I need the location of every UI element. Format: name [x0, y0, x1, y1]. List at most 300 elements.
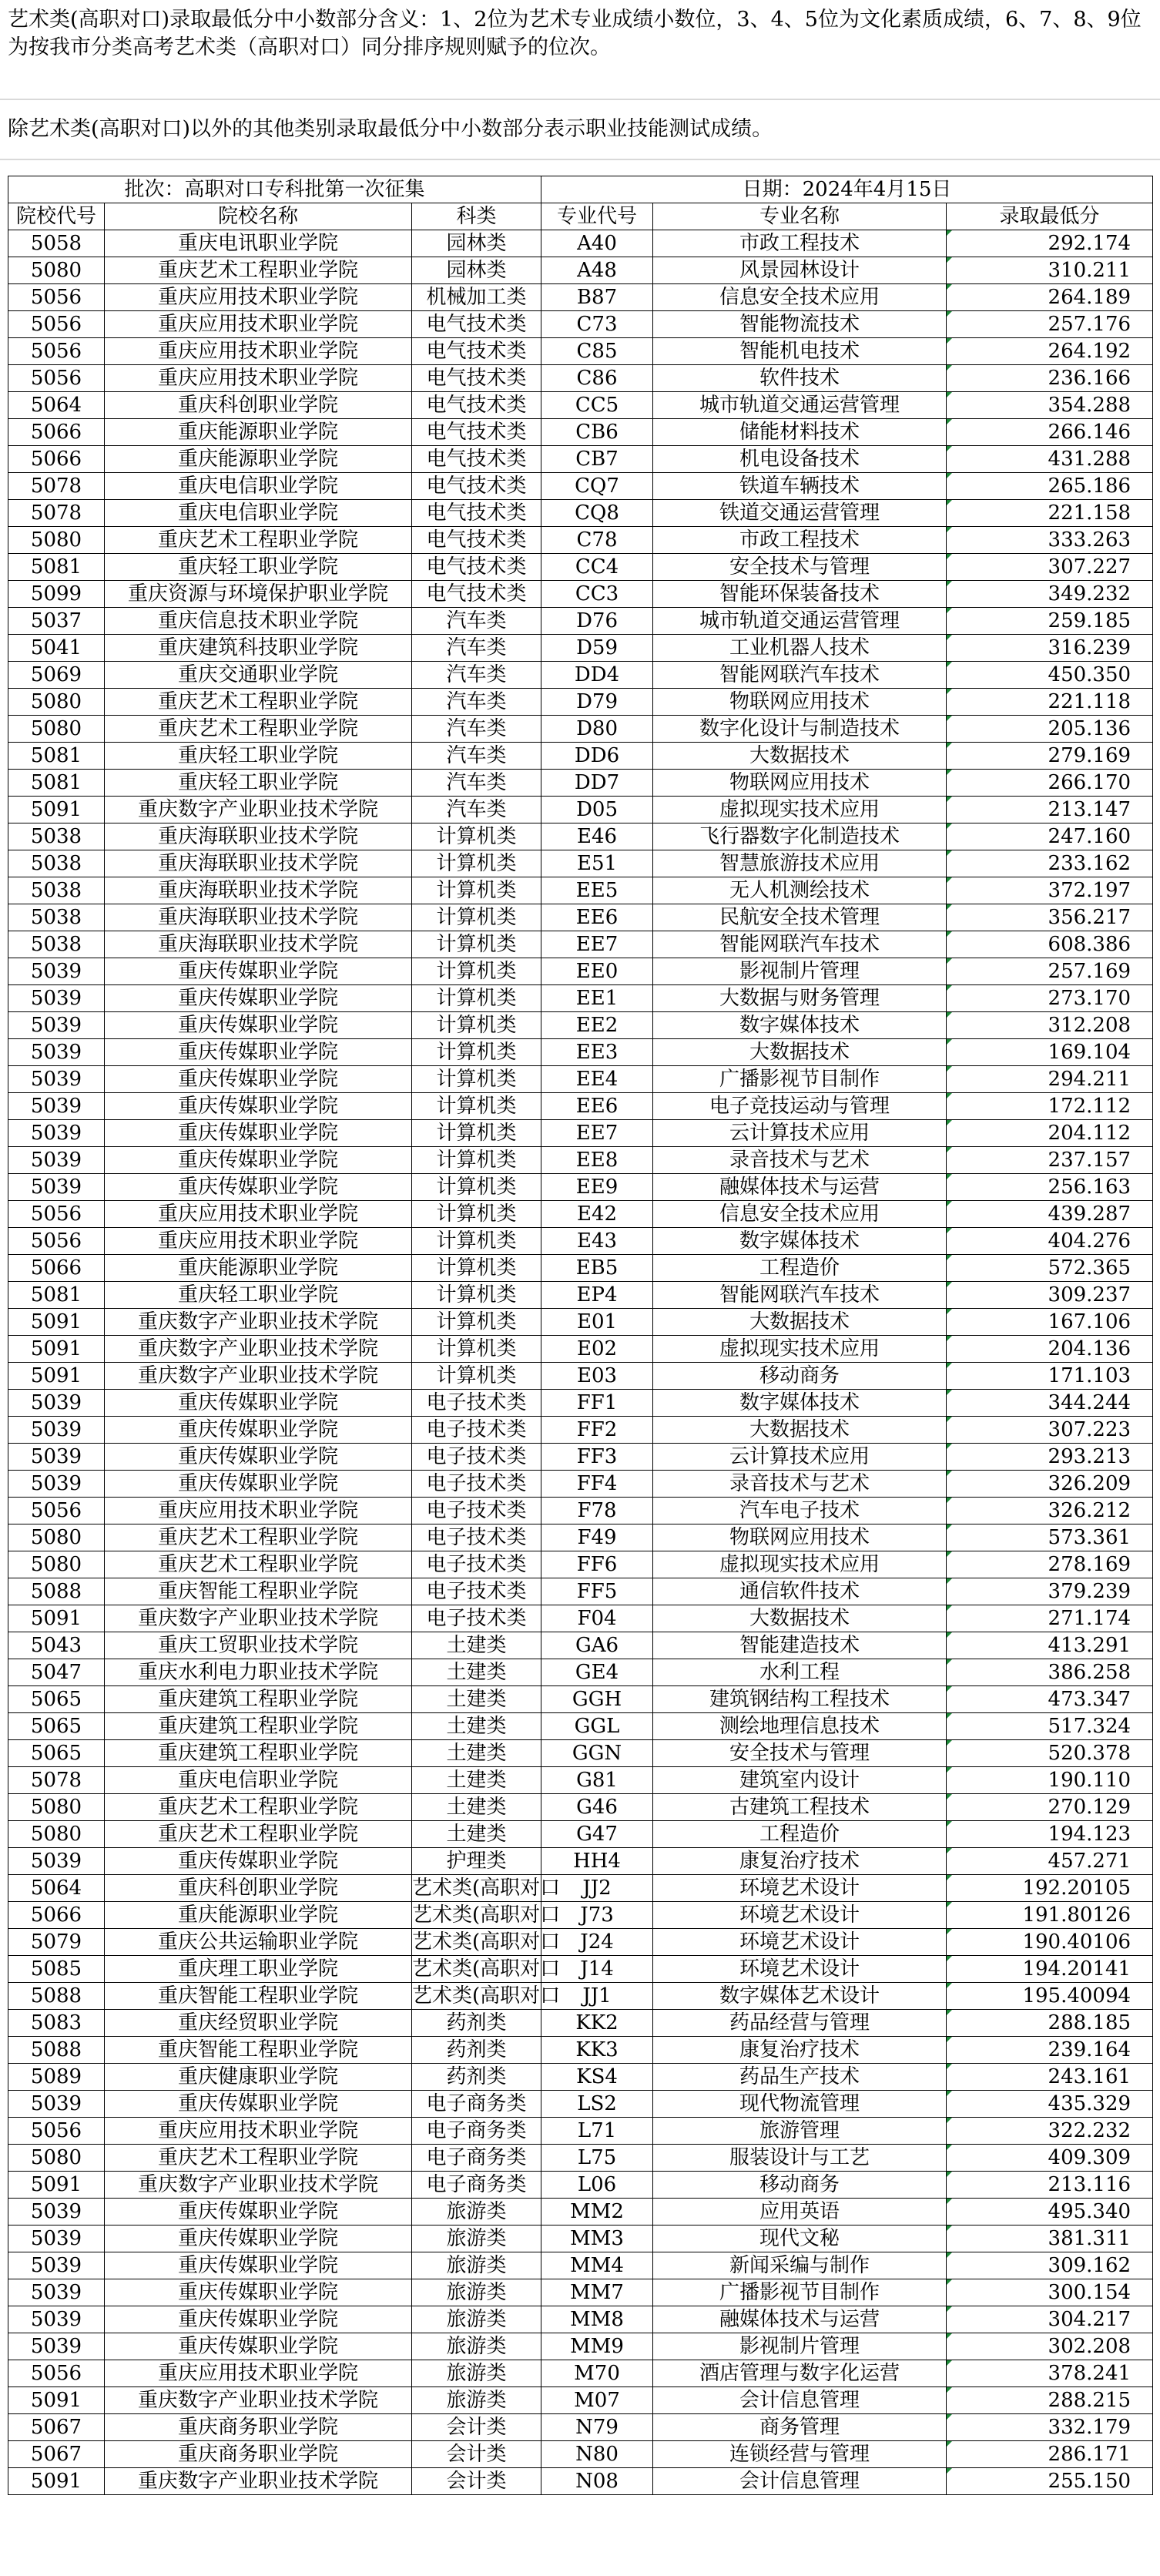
cell-min-score: 322.232 [947, 2118, 1153, 2145]
cell-school-name: 重庆轻工职业学院 [105, 743, 412, 770]
col-school-name: 院校名称 [105, 203, 412, 230]
table-row [8, 419, 1153, 446]
cell-school-code: 5058 [8, 230, 105, 257]
cell-school-code: 5039 [8, 2091, 105, 2118]
cell-category: 园林类 [412, 230, 541, 257]
col-major-code: 专业代号 [541, 203, 653, 230]
table-row [8, 1255, 1153, 1282]
cell-category: 旅游类 [412, 2306, 541, 2333]
col-school-code: 院校代号 [8, 203, 105, 230]
cell-min-score: 264.189 [947, 284, 1153, 311]
cell-school-name: 重庆电信职业学院 [105, 500, 412, 527]
cell-school-name: 重庆应用技术职业学院 [105, 1498, 412, 1524]
table-row [8, 1039, 1153, 1066]
cell-school-name: 重庆建筑工程职业学院 [105, 1740, 412, 1767]
table-row [8, 2091, 1153, 2118]
cell-min-score: 194.123 [947, 1821, 1153, 1848]
cell-major-code: EE7 [541, 931, 653, 958]
table-row [8, 2360, 1153, 2387]
cell-major-code: G81 [541, 1767, 653, 1794]
cell-major-name: 环境艺术设计 [653, 1875, 947, 1902]
cell-min-score: 309.162 [947, 2252, 1153, 2279]
cell-school-code: 5078 [8, 500, 105, 527]
cell-school-code: 5091 [8, 1309, 105, 1336]
table-row [8, 2145, 1153, 2172]
cell-min-score: 356.217 [947, 904, 1153, 931]
cell-major-code: J73 [541, 1902, 653, 1929]
cell-category: 计算机类 [412, 1363, 541, 1390]
cell-min-score: 608.386 [947, 931, 1153, 958]
table-row [8, 554, 1153, 581]
cell-school-code: 5085 [8, 1956, 105, 1983]
admission-table [8, 176, 1153, 2495]
cell-major-code: DD6 [541, 743, 653, 770]
cell-major-code: E42 [541, 1201, 653, 1228]
cell-major-code: F49 [541, 1524, 653, 1551]
cell-min-score: 257.169 [947, 958, 1153, 985]
cell-category: 会计类 [412, 2441, 541, 2468]
cell-major-name: 录音技术与艺术 [653, 1471, 947, 1498]
cell-major-code: FF2 [541, 1417, 653, 1444]
cell-school-code: 5039 [8, 2333, 105, 2360]
cell-school-name: 重庆海联职业技术学院 [105, 850, 412, 877]
cell-major-name: 云计算技术应用 [653, 1444, 947, 1471]
cell-school-name: 重庆传媒职业学院 [105, 1174, 412, 1201]
cell-school-code: 5066 [8, 1255, 105, 1282]
cell-category: 电气技术类 [412, 338, 541, 365]
cell-major-name: 铁道交通运营管理 [653, 500, 947, 527]
cell-major-code: HH4 [541, 1848, 653, 1875]
cell-category: 电子技术类 [412, 1390, 541, 1417]
cell-major-code: JJ2 [541, 1875, 653, 1902]
cell-school-name: 重庆艺术工程职业学院 [105, 2145, 412, 2172]
cell-major-name: 云计算技术应用 [653, 1120, 947, 1147]
cell-school-code: 5080 [8, 716, 105, 743]
cell-min-score: 270.129 [947, 1794, 1153, 1821]
cell-major-code: EE5 [541, 877, 653, 904]
table-row [8, 2279, 1153, 2306]
cell-category: 药剂类 [412, 2064, 541, 2091]
cell-major-name: 移动商务 [653, 2172, 947, 2199]
cell-min-score: 233.162 [947, 850, 1153, 877]
cell-min-score: 332.179 [947, 2414, 1153, 2441]
cell-major-code: E43 [541, 1228, 653, 1255]
cell-category: 会计类 [412, 2468, 541, 2495]
cell-school-code: 5056 [8, 2118, 105, 2145]
cell-school-code: 5080 [8, 2145, 105, 2172]
cell-major-name: 工程造价 [653, 1821, 947, 1848]
cell-school-code: 5064 [8, 392, 105, 419]
cell-category: 艺术类(高职对口 [412, 1956, 541, 1983]
cell-major-name: 智能建造技术 [653, 1632, 947, 1659]
cell-major-name: 数字媒体艺术设计 [653, 1983, 947, 2010]
table-row [8, 1282, 1153, 1309]
cell-major-name: 物联网应用技术 [653, 689, 947, 716]
cell-category: 电子技术类 [412, 1498, 541, 1524]
cell-major-name: 录音技术与艺术 [653, 1147, 947, 1174]
cell-min-score: 191.80126 [947, 1902, 1153, 1929]
cell-major-name: 软件技术 [653, 365, 947, 392]
cell-school-code: 5038 [8, 931, 105, 958]
cell-school-name: 重庆科创职业学院 [105, 1875, 412, 1902]
cell-min-score: 292.174 [947, 230, 1153, 257]
cell-school-name: 重庆传媒职业学院 [105, 1444, 412, 1471]
cell-school-name: 重庆科创职业学院 [105, 392, 412, 419]
cell-major-name: 会计信息管理 [653, 2468, 947, 2495]
table-row [8, 1174, 1153, 1201]
cell-school-name: 重庆电讯职业学院 [105, 230, 412, 257]
cell-min-score: 273.170 [947, 985, 1153, 1012]
cell-major-code: LS2 [541, 2091, 653, 2118]
cell-min-score: 310.211 [947, 257, 1153, 284]
cell-major-code: JJ1 [541, 1983, 653, 2010]
cell-major-code: F78 [541, 1498, 653, 1524]
cell-school-code: 5064 [8, 1875, 105, 1902]
cell-major-code: MM8 [541, 2306, 653, 2333]
cell-major-name: 虚拟现实技术应用 [653, 797, 947, 823]
cell-min-score: 517.324 [947, 1713, 1153, 1740]
cell-school-code: 5067 [8, 2414, 105, 2441]
cell-category: 电子技术类 [412, 1551, 541, 1578]
cell-school-code: 5038 [8, 850, 105, 877]
cell-major-code: CB6 [541, 419, 653, 446]
cell-school-code: 5066 [8, 1902, 105, 1929]
cell-min-score: 236.166 [947, 365, 1153, 392]
cell-school-code: 5083 [8, 2010, 105, 2037]
table-row [8, 770, 1153, 797]
cell-major-name: 储能材料技术 [653, 419, 947, 446]
cell-major-name: 市政工程技术 [653, 230, 947, 257]
cell-min-score: 247.160 [947, 823, 1153, 850]
cell-major-name: 智能物流技术 [653, 311, 947, 338]
cell-major-code: MM3 [541, 2225, 653, 2252]
col-major-name: 专业名称 [653, 203, 947, 230]
cell-category: 土建类 [412, 1686, 541, 1713]
cell-min-score: 344.244 [947, 1390, 1153, 1417]
cell-major-code: EE8 [541, 1147, 653, 1174]
cell-major-code: N08 [541, 2468, 653, 2495]
cell-major-name: 广播影视节目制作 [653, 2279, 947, 2306]
cell-category: 电气技术类 [412, 554, 541, 581]
cell-category: 汽车类 [412, 689, 541, 716]
cell-school-name: 重庆传媒职业学院 [105, 1390, 412, 1417]
cell-category: 电子技术类 [412, 1417, 541, 1444]
cell-school-code: 5039 [8, 1174, 105, 1201]
cell-school-code: 5080 [8, 1551, 105, 1578]
cell-major-name: 新闻采编与制作 [653, 2252, 947, 2279]
cell-major-name: 机电设备技术 [653, 446, 947, 473]
table-row [8, 1875, 1153, 1902]
table-row [8, 1201, 1153, 1228]
cell-major-code: J14 [541, 1956, 653, 1983]
cell-major-name: 智能网联汽车技术 [653, 662, 947, 689]
table-row [8, 1902, 1153, 1929]
cell-school-name: 重庆能源职业学院 [105, 446, 412, 473]
cell-major-code: L75 [541, 2145, 653, 2172]
cell-school-name: 重庆电信职业学院 [105, 473, 412, 500]
cell-school-name: 重庆艺术工程职业学院 [105, 689, 412, 716]
cell-major-name: 环境艺术设计 [653, 1929, 947, 1956]
cell-school-name: 重庆传媒职业学院 [105, 2199, 412, 2225]
table-row [8, 662, 1153, 689]
table-body [8, 230, 1153, 2495]
cell-major-code: D59 [541, 635, 653, 662]
cell-category: 计算机类 [412, 904, 541, 931]
cell-school-code: 5039 [8, 1093, 105, 1120]
cell-school-name: 重庆轻工职业学院 [105, 1282, 412, 1309]
cell-category: 土建类 [412, 1740, 541, 1767]
cell-min-score: 255.150 [947, 2468, 1153, 2495]
cell-category: 电子技术类 [412, 1524, 541, 1551]
cell-major-name: 民航安全技术管理 [653, 904, 947, 931]
cell-school-name: 重庆工贸职业技术学院 [105, 1632, 412, 1659]
cell-major-name: 商务管理 [653, 2414, 947, 2441]
cell-major-code: E01 [541, 1309, 653, 1336]
cell-school-name: 重庆海联职业技术学院 [105, 931, 412, 958]
table-row [8, 985, 1153, 1012]
cell-major-name: 城市轨道交通运营管理 [653, 608, 947, 635]
table-row [8, 1363, 1153, 1390]
cell-major-name: 汽车电子技术 [653, 1498, 947, 1524]
cell-school-name: 重庆电信职业学院 [105, 1767, 412, 1794]
cell-major-code: D80 [541, 716, 653, 743]
cell-major-name: 智能网联汽车技术 [653, 931, 947, 958]
cell-school-code: 5056 [8, 311, 105, 338]
cell-major-code: GA6 [541, 1632, 653, 1659]
cell-category: 汽车类 [412, 662, 541, 689]
divider [0, 99, 1160, 100]
cell-category: 计算机类 [412, 985, 541, 1012]
cell-major-name: 影视制片管理 [653, 2333, 947, 2360]
cell-school-code: 5091 [8, 2468, 105, 2495]
cell-school-code: 5038 [8, 904, 105, 931]
cell-school-name: 重庆海联职业技术学院 [105, 904, 412, 931]
cell-major-code: CC4 [541, 554, 653, 581]
table-row [8, 1471, 1153, 1498]
table-row [8, 1066, 1153, 1093]
cell-major-name: 药品经营与管理 [653, 2010, 947, 2037]
cell-category: 药剂类 [412, 2010, 541, 2037]
cell-school-name: 重庆艺术工程职业学院 [105, 1821, 412, 1848]
cell-school-code: 5043 [8, 1632, 105, 1659]
table-row [8, 1498, 1153, 1524]
cell-min-score: 333.263 [947, 527, 1153, 554]
table-row [8, 230, 1153, 257]
cell-major-code: N79 [541, 2414, 653, 2441]
cell-school-code: 5039 [8, 985, 105, 1012]
cell-category: 电气技术类 [412, 419, 541, 446]
cell-school-code: 5039 [8, 1147, 105, 1174]
table-row [8, 1659, 1153, 1686]
cell-min-score: 309.237 [947, 1282, 1153, 1309]
cell-major-name: 电子竞技运动与管理 [653, 1093, 947, 1120]
cell-school-name: 重庆资源与环境保护职业学院 [105, 581, 412, 608]
table-row [8, 958, 1153, 985]
table-row [8, 1524, 1153, 1551]
cell-school-code: 5065 [8, 1740, 105, 1767]
cell-min-score: 221.118 [947, 689, 1153, 716]
cell-major-code: N80 [541, 2441, 653, 2468]
cell-school-name: 重庆数字产业职业技术学院 [105, 1363, 412, 1390]
notes-section [0, 0, 1160, 80]
cell-major-name: 物联网应用技术 [653, 770, 947, 797]
cell-min-score: 205.136 [947, 716, 1153, 743]
cell-major-name: 智能环保装备技术 [653, 581, 947, 608]
cell-category: 计算机类 [412, 1039, 541, 1066]
cell-major-name: 建筑室内设计 [653, 1767, 947, 1794]
cell-category: 计算机类 [412, 1120, 541, 1147]
cell-category: 园林类 [412, 257, 541, 284]
cell-school-code: 5091 [8, 797, 105, 823]
cell-major-name: 融媒体技术与运营 [653, 1174, 947, 1201]
cell-major-code: GE4 [541, 1659, 653, 1686]
cell-major-code: FF3 [541, 1444, 653, 1471]
cell-min-score: 265.186 [947, 473, 1153, 500]
note-other-score-explanation: 除艺术类(高职对口)以外的其他类别录取最低分中小数部分表示职业技能测试成绩。 [8, 117, 773, 141]
cell-school-code: 5056 [8, 365, 105, 392]
cell-major-name: 飞行器数字化制造技术 [653, 823, 947, 850]
cell-min-score: 304.217 [947, 2306, 1153, 2333]
table-row [8, 689, 1153, 716]
cell-school-code: 5091 [8, 1605, 105, 1632]
cell-school-code: 5088 [8, 2037, 105, 2064]
table-row [8, 284, 1153, 311]
cell-category: 计算机类 [412, 1255, 541, 1282]
table-row [8, 1012, 1153, 1039]
cell-category: 土建类 [412, 1794, 541, 1821]
cell-school-code: 5056 [8, 1228, 105, 1255]
cell-school-name: 重庆艺术工程职业学院 [105, 1551, 412, 1578]
cell-school-code: 5081 [8, 770, 105, 797]
cell-school-name: 重庆应用技术职业学院 [105, 338, 412, 365]
cell-school-code: 5065 [8, 1686, 105, 1713]
cell-school-code: 5038 [8, 877, 105, 904]
cell-school-code: 5047 [8, 1659, 105, 1686]
cell-major-code: EE9 [541, 1174, 653, 1201]
cell-school-name: 重庆应用技术职业学院 [105, 1228, 412, 1255]
cell-school-code: 5091 [8, 2172, 105, 2199]
table-row [8, 1740, 1153, 1767]
cell-school-name: 重庆传媒职业学院 [105, 1120, 412, 1147]
cell-school-code: 5078 [8, 473, 105, 500]
cell-school-code: 5081 [8, 1282, 105, 1309]
cell-min-score: 257.176 [947, 311, 1153, 338]
cell-category: 电气技术类 [412, 392, 541, 419]
cell-school-name: 重庆传媒职业学院 [105, 1417, 412, 1444]
cell-category: 计算机类 [412, 1309, 541, 1336]
cell-major-code: DD4 [541, 662, 653, 689]
cell-major-code: EE0 [541, 958, 653, 985]
cell-major-code: FF1 [541, 1390, 653, 1417]
cell-school-code: 5041 [8, 635, 105, 662]
cell-min-score: 259.185 [947, 608, 1153, 635]
cell-major-name: 风景园林设计 [653, 257, 947, 284]
cell-min-score: 167.106 [947, 1309, 1153, 1336]
cell-school-code: 5080 [8, 257, 105, 284]
table-row [8, 1120, 1153, 1147]
cell-school-name: 重庆传媒职业学院 [105, 1471, 412, 1498]
cell-major-code: MM4 [541, 2252, 653, 2279]
cell-min-score: 572.365 [947, 1255, 1153, 1282]
cell-category: 计算机类 [412, 850, 541, 877]
cell-school-code: 5091 [8, 2387, 105, 2414]
cell-school-code: 5089 [8, 2064, 105, 2091]
table-row [8, 2064, 1153, 2091]
cell-category: 计算机类 [412, 958, 541, 985]
table-row [8, 716, 1153, 743]
cell-major-code: D76 [541, 608, 653, 635]
table-row [8, 2252, 1153, 2279]
cell-min-score: 404.276 [947, 1228, 1153, 1255]
table-row [8, 365, 1153, 392]
cell-school-code: 5080 [8, 527, 105, 554]
cell-category: 汽车类 [412, 716, 541, 743]
cell-school-name: 重庆数字产业职业技术学院 [105, 2172, 412, 2199]
cell-major-name: 影视制片管理 [653, 958, 947, 985]
cell-school-name: 重庆智能工程职业学院 [105, 1983, 412, 2010]
cell-min-score: 221.158 [947, 500, 1153, 527]
cell-school-name: 重庆轻工职业学院 [105, 770, 412, 797]
cell-school-name: 重庆传媒职业学院 [105, 1066, 412, 1093]
cell-school-code: 5066 [8, 419, 105, 446]
cell-major-code: E51 [541, 850, 653, 877]
cell-category: 电子商务类 [412, 2172, 541, 2199]
cell-category: 电子商务类 [412, 2118, 541, 2145]
table-row [8, 1605, 1153, 1632]
cell-school-code: 5088 [8, 1983, 105, 2010]
cell-school-name: 重庆传媒职业学院 [105, 2091, 412, 2118]
cell-major-name: 广播影视节目制作 [653, 1066, 947, 1093]
cell-min-score: 237.157 [947, 1147, 1153, 1174]
cell-school-name: 重庆应用技术职业学院 [105, 284, 412, 311]
cell-category: 药剂类 [412, 2037, 541, 2064]
batch-label: 批次：高职对口专科批第一次征集 [8, 176, 541, 203]
cell-school-name: 重庆传媒职业学院 [105, 1093, 412, 1120]
cell-min-score: 171.103 [947, 1363, 1153, 1390]
cell-category: 计算机类 [412, 931, 541, 958]
cell-min-score: 326.209 [947, 1471, 1153, 1498]
table-row [8, 1147, 1153, 1174]
cell-school-code: 5069 [8, 662, 105, 689]
cell-school-name: 重庆传媒职业学院 [105, 985, 412, 1012]
cell-school-name: 重庆传媒职业学院 [105, 2252, 412, 2279]
table-row [8, 581, 1153, 608]
cell-category: 汽车类 [412, 743, 541, 770]
cell-school-code: 5039 [8, 958, 105, 985]
cell-category: 电子技术类 [412, 1605, 541, 1632]
cell-category: 电气技术类 [412, 365, 541, 392]
cell-major-name: 融媒体技术与运营 [653, 2306, 947, 2333]
cell-school-code: 5065 [8, 1713, 105, 1740]
cell-major-code: MM7 [541, 2279, 653, 2306]
cell-category: 电气技术类 [412, 527, 541, 554]
cell-min-score: 316.239 [947, 635, 1153, 662]
cell-major-name: 康复治疗技术 [653, 2037, 947, 2064]
cell-major-name: 虚拟现实技术应用 [653, 1551, 947, 1578]
cell-major-name: 大数据与财务管理 [653, 985, 947, 1012]
cell-school-name: 重庆传媒职业学院 [105, 2279, 412, 2306]
cell-school-code: 5091 [8, 1336, 105, 1363]
cell-min-score: 386.258 [947, 1659, 1153, 1686]
cell-school-code: 5056 [8, 1498, 105, 1524]
cell-school-code: 5039 [8, 2306, 105, 2333]
cell-major-name: 数字媒体技术 [653, 1228, 947, 1255]
cell-major-name: 大数据技术 [653, 1605, 947, 1632]
table-row [8, 1578, 1153, 1605]
cell-min-score: 169.104 [947, 1039, 1153, 1066]
table-row [8, 1956, 1153, 1983]
cell-school-name: 重庆建筑工程职业学院 [105, 1686, 412, 1713]
